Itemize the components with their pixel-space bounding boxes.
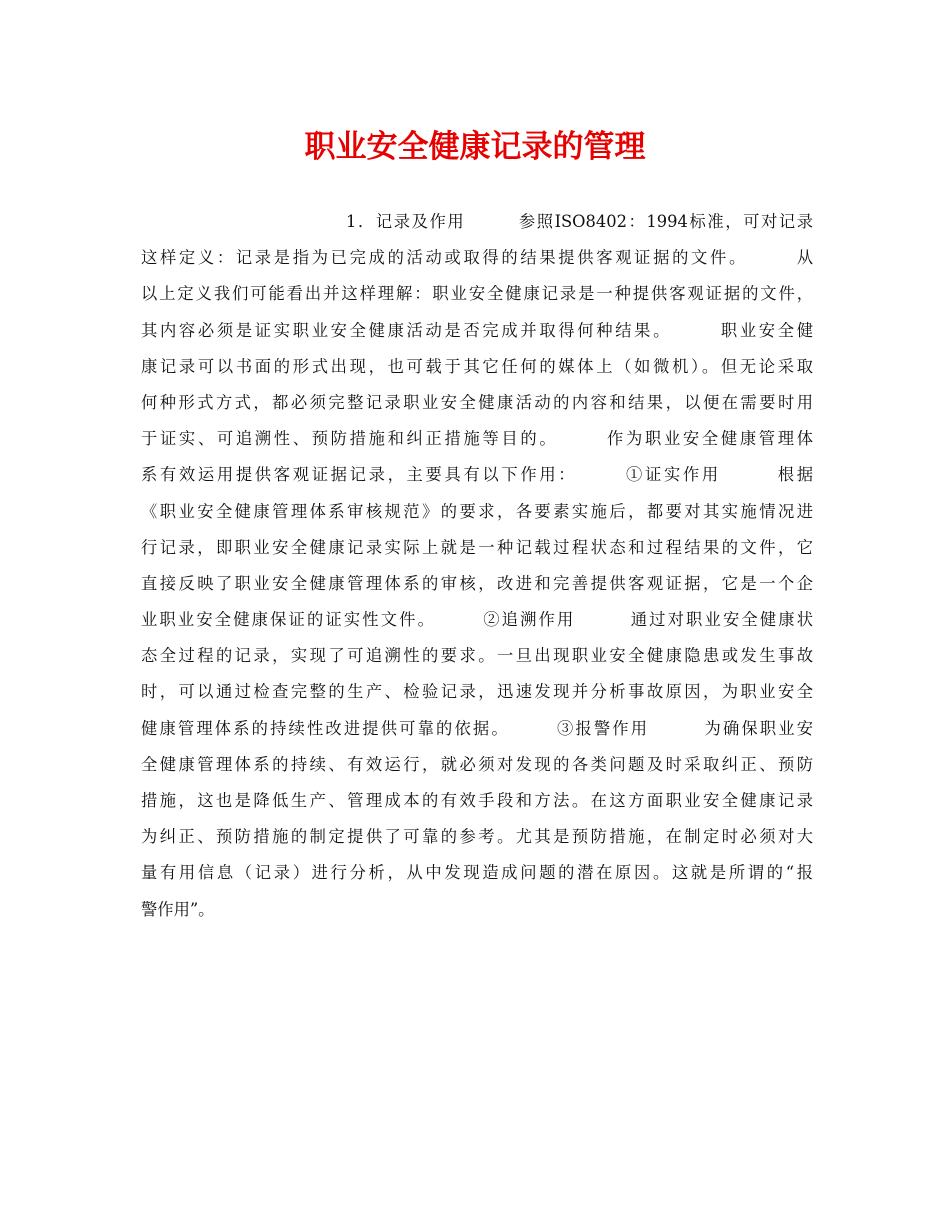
body-line: 何种形式方式，都必须完整记录职业安全健康活动的内容和结果，以便在需要时用 (141, 392, 813, 412)
body-line: 行记录，即职业安全健康记录实际上就是一种记载过程状态和过程结果的文件，它 (141, 537, 813, 557)
body-line: 业职业安全健康保证的证实性文件。 ②追溯作用 通过对职业安全健康状 (141, 610, 813, 630)
document-body (141, 204, 813, 928)
body-line: 直接反映了职业安全健康管理体系的审核，改进和完善提供客观证据，它是一个企 (141, 573, 813, 593)
body-line: 系有效运用提供客观证据记录，主要具有以下作用： ①证实作用 根据 (141, 465, 813, 485)
body-line: 态全过程的记录，实现了可追溯性的要求。一旦出现职业安全健康隐患或发生事故 (141, 646, 813, 666)
body-line: 康记录可以书面的形式出现，也可载于其它任何的媒体上（如微机）。但无论采取 (141, 356, 813, 376)
body-line: 健康管理体系的持续性改进提供可靠的依据。 ③报警作用 为确保职业安 (141, 718, 813, 738)
body-line: 1．记录及作用 参照ISO8402：1994标准，可对记录 (346, 212, 813, 231)
body-line: 于证实、可追溯性、预防措施和纠正措施等目的。 作为职业安全健康管理体 (141, 429, 813, 449)
body-line: 其内容必须是证实职业安全健康活动是否完成并取得何种结果。 职业安全健 (141, 320, 813, 340)
body-line: 为纠正、预防措施的制定提供了可靠的参考。尤其是预防措施，在制定时必须对大 (141, 827, 813, 847)
body-line: 警作用”。 (141, 899, 215, 919)
body-line: 时，可以通过检查完整的生产、检验记录，迅速发现并分析事故原因，为职业安全 (141, 682, 813, 702)
document-title: 职业安全健康记录的管理 (304, 129, 646, 165)
body-line: 量有用信息（记录）进行分析，从中发现造成问题的潜在原因。这就是所谓的“报 (141, 863, 813, 883)
body-line: 措施，这也是降低生产、管理成本的有效手段和方法。在这方面职业安全健康记录 (141, 791, 813, 810)
body-line: 全健康管理体系的持续、有效运行，就必须对发现的各类问题及时采取纠正、预防 (141, 754, 813, 774)
body-line: 这样定义：记录是指为已完成的活动或取得的结果提供客观证据的文件。 从 (141, 248, 813, 268)
body-line: 《职业安全健康管理体系审核规范》的要求，各要素实施后，都要对其实施情况进 (141, 501, 813, 521)
body-line: 以上定义我们可能看出并这样理解：职业安全健康记录是一种提供客观证据的文件， (141, 284, 813, 304)
